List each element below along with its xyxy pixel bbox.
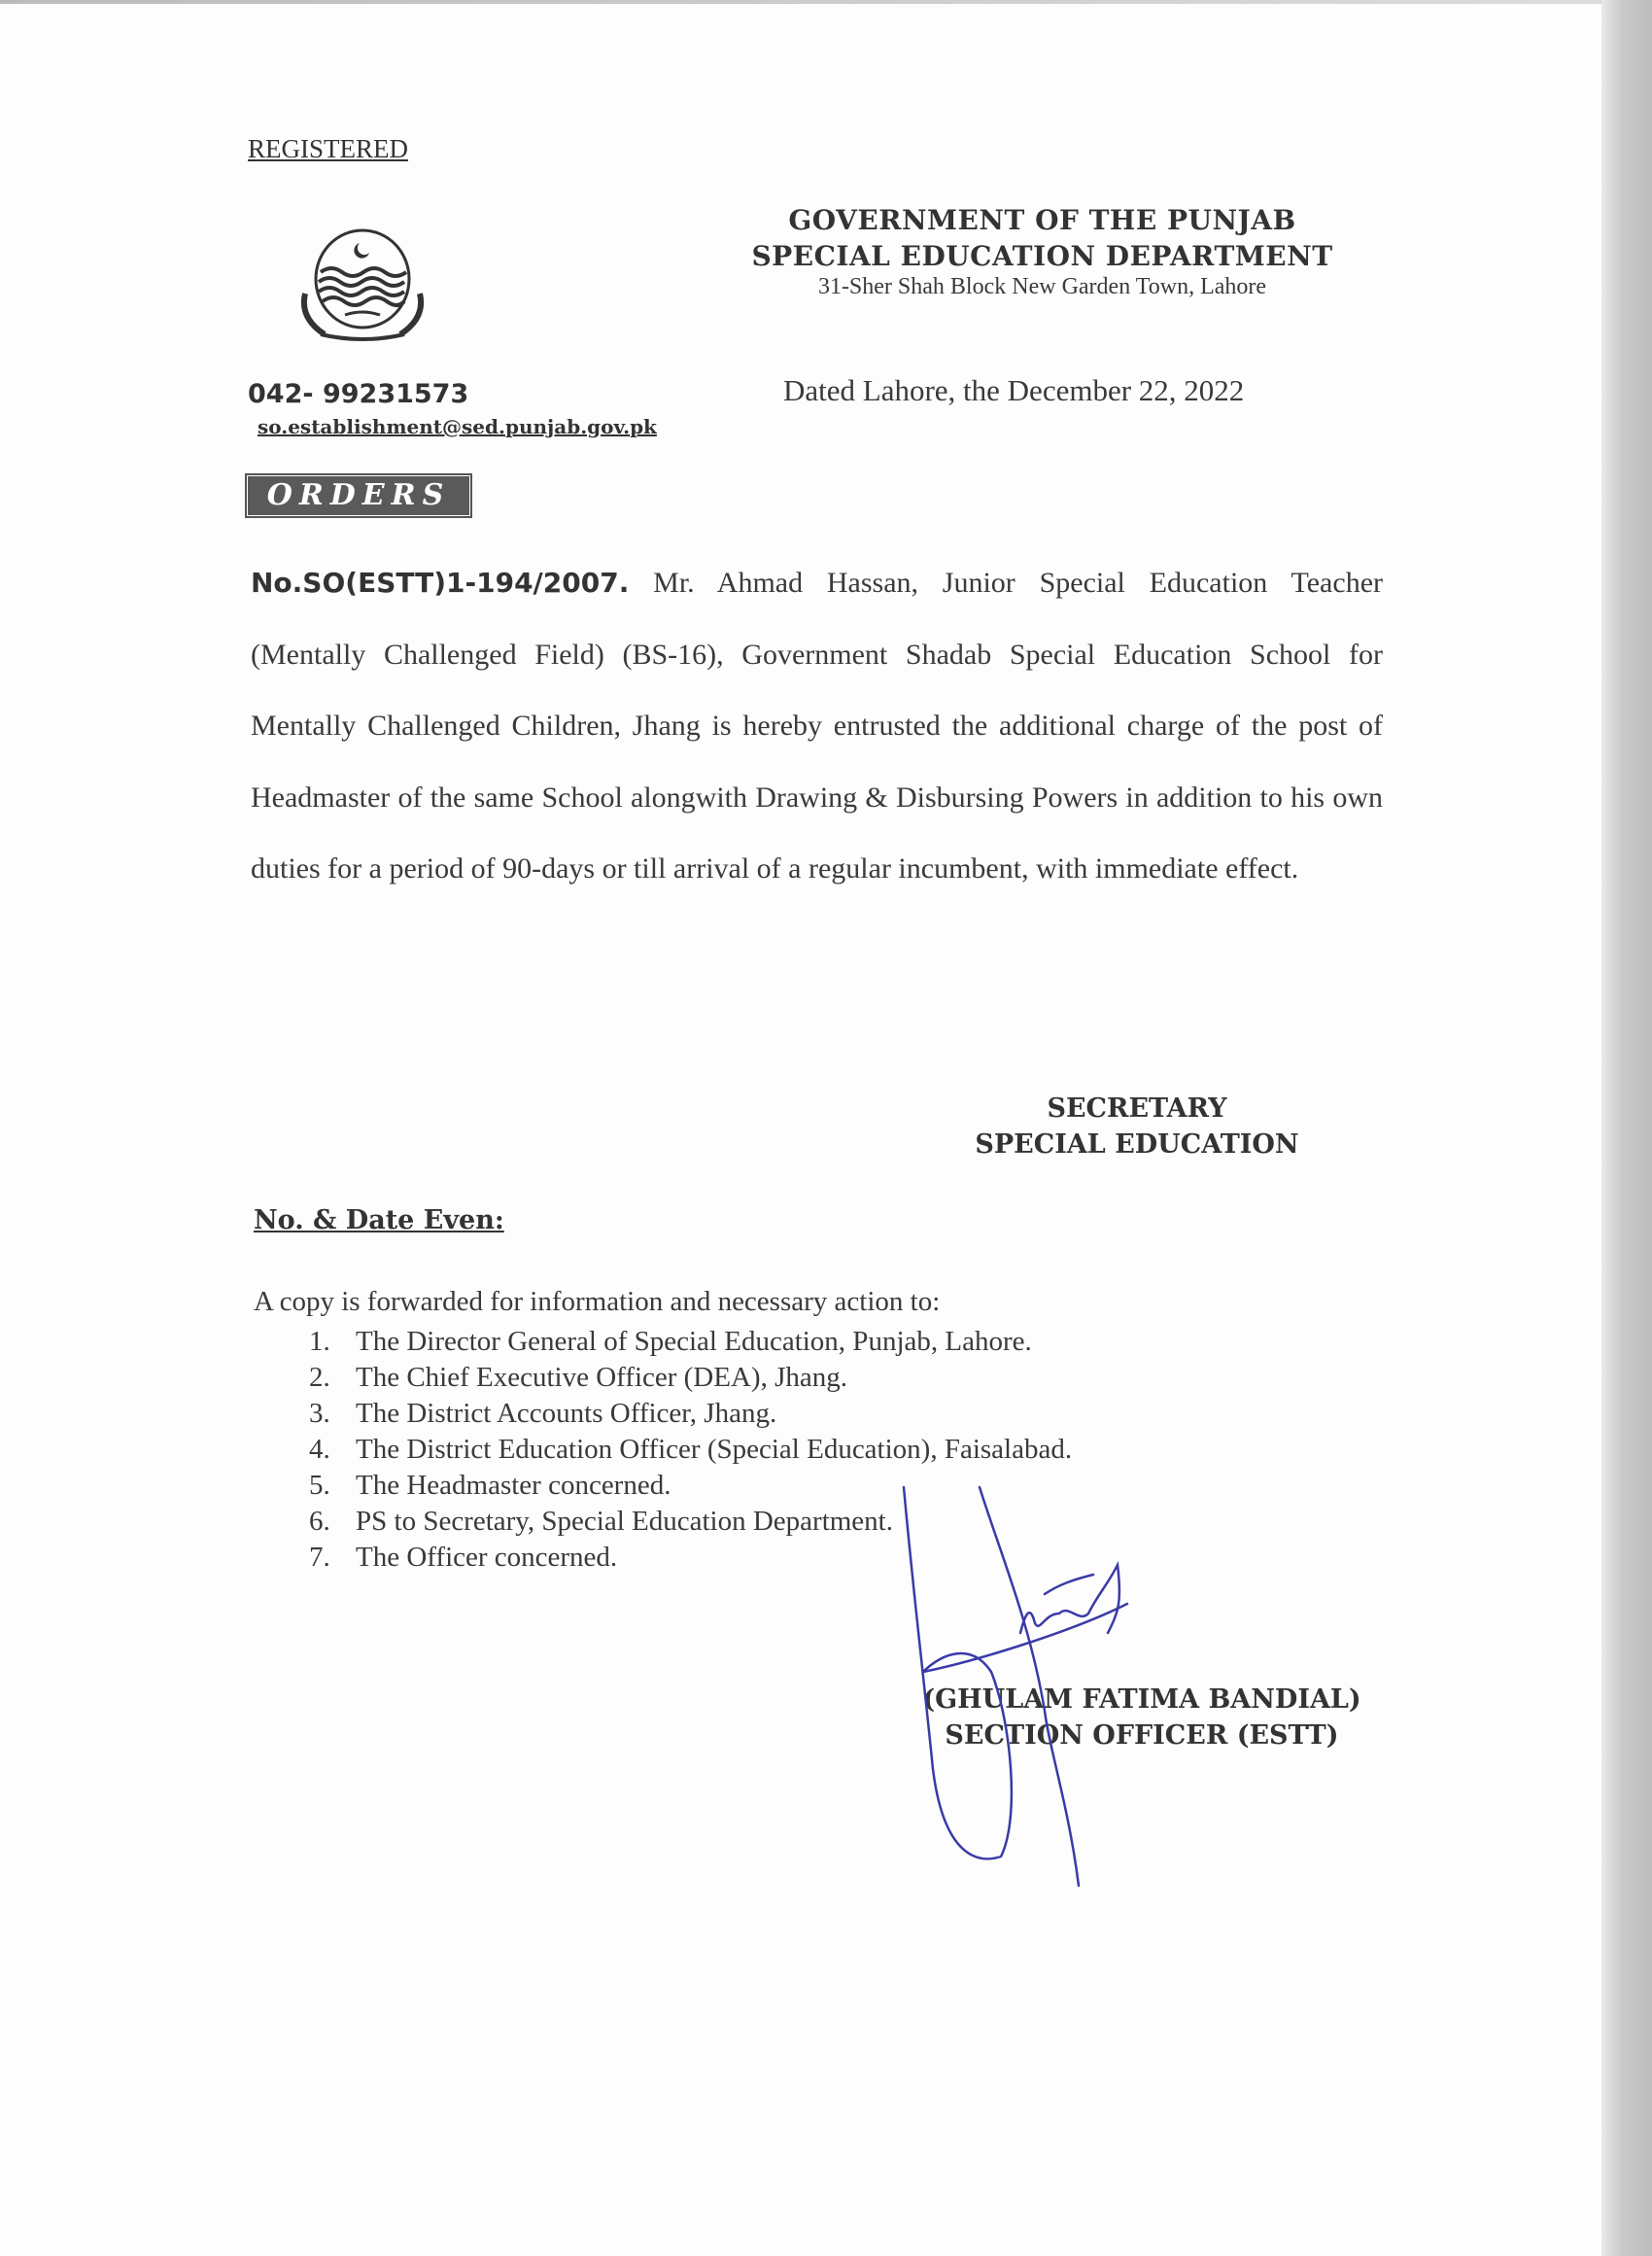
department-address: 31-Sher Shah Block New Garden Town, Lahore [817, 274, 1267, 299]
government-name: GOVERNMENT OF THE PUNJAB [788, 204, 1296, 236]
scan-right-edge [1601, 0, 1652, 2256]
list-item [309, 1432, 1072, 1468]
punjab-emblem-icon [292, 226, 433, 344]
item-text: PS to Secretary, Special Education Department. [356, 1506, 893, 1537]
item-number: 5. [309, 1470, 330, 1501]
no-date-even-heading: No. & Date Even: [254, 1205, 504, 1235]
department-name: SPECIAL EDUCATION DEPARTMENT [751, 240, 1333, 272]
copy-forwarded-intro: A copy is forwarded for information and necessary action to: [254, 1286, 941, 1317]
item-number: 2. [309, 1362, 330, 1393]
item-text: The District Education Officer (Special Education), Faisalabad. [356, 1434, 1073, 1465]
item-number: 4. [309, 1434, 330, 1465]
item-number: 6. [309, 1506, 330, 1537]
order-reference-number: No.SO(ESTT)1-194/2007. [251, 567, 630, 599]
order-text: Mr. Ahmad Hassan, Junior Special Education Teacher (Mentally Challenged Field) (BS-16), Government Shadab Special Education School for Mentally Challenged Children, Jhang is hereby entrusted the additional charge of the post of Headmaster of the same School alongwith Drawing & Disbursing Powers in addition to his own duties for a period of 90-days or till arrival of a regular incumbent, with immediate effect. [251, 567, 1383, 885]
item-text: The District Accounts Officer, Jhang. [356, 1398, 777, 1429]
list-item [309, 1396, 1072, 1432]
item-number: 1. [309, 1326, 330, 1357]
letter-date: Dated Lahore, the December 22, 2022 [783, 373, 1245, 407]
item-text: The Director General of Special Education, Punjab, Lahore. [356, 1326, 1032, 1357]
email-address: so.establishment@sed.punjab.gov.pk [258, 415, 657, 438]
orders-heading: ORDERS [248, 476, 469, 515]
signatory-designation: SECTION OFFICER (ESTT) [945, 1720, 1339, 1751]
issuing-authority [913, 1091, 1360, 1163]
item-number: 7. [309, 1542, 330, 1573]
item-text: The Headmaster concerned. [356, 1470, 671, 1501]
order-body [251, 547, 1383, 905]
item-text: The Officer concerned. [356, 1542, 618, 1573]
letterhead-title [719, 202, 1365, 274]
authority-title: SECRETARY [1047, 1093, 1227, 1124]
signatory-name: (GHULAM FATIMA BANDIAL) [922, 1684, 1361, 1715]
phone-number: 042- 99231573 [248, 379, 469, 409]
list-item [309, 1360, 1072, 1396]
list-item [309, 1324, 1072, 1360]
item-number: 3. [309, 1398, 330, 1429]
authority-department: SPECIAL EDUCATION [975, 1129, 1299, 1160]
registered-label: REGISTERED [248, 134, 408, 163]
handwritten-signature [875, 1477, 1166, 1895]
item-text: The Chief Executive Officer (DEA), Jhang. [356, 1362, 847, 1393]
scan-top-edge [0, 0, 1652, 4]
